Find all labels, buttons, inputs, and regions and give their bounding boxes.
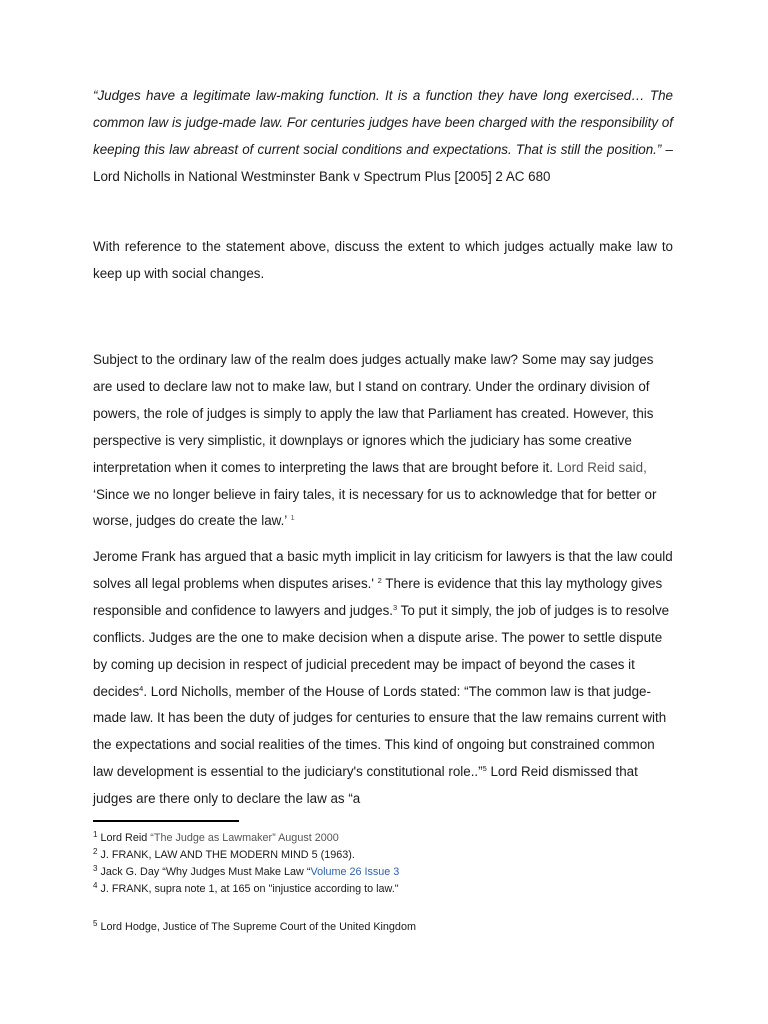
- footnote-2: [93, 848, 355, 862]
- paragraph-1: [93, 347, 673, 535]
- paragraph-2-sentence-2: There is evidence that this lay mythology gives responsible and confidence to lawyers and judges.: [93, 575, 663, 618]
- footnote-5-number: 5: [93, 919, 98, 928]
- footnote-1-title: “The Judge as Lawmaker” August 2000: [150, 832, 339, 844]
- footnote-ref-5[interactable]: 5: [482, 764, 487, 774]
- footnote-ref-3[interactable]: 3: [393, 602, 398, 612]
- footnote-ref-1[interactable]: 1: [290, 513, 295, 523]
- footnote-5: [93, 920, 416, 934]
- footnote-1: [93, 831, 339, 845]
- paragraph-2-sentence-5: Lord Reid dismissed that judges are there only to declare the law as “a: [93, 764, 638, 807]
- quote-text: “Judges have a legitimate law-making function. It is a function they have long exercised… The common law is judge-made law. For centuries judges have been charged with the responsibility of keeping this law abreast of current social conditions and expectations. That is still the position.”: [93, 88, 673, 157]
- paragraph-2: [93, 544, 673, 813]
- footnote-2-text: J. FRANK, LAW AND THE MODERN MIND 5 (1963).: [97, 849, 355, 861]
- paragraph-1-text: Subject to the ordinary law of the realm does judges actually make law? Some may say judges are used to declare law not to make law, but I stand on contrary. Under the ordinary division of powers, the role of judges is simply to apply the law that Parliament has created. However, this perspective is very simplistic, it downplays or ignores which the judiciary has some creative interpretation when it comes to interpreting the laws that are brought before it.: [93, 352, 654, 475]
- paragraph-2-sentence-4: . Lord Nicholls, member of the House of Lords stated: “The common law is that judge-made law. It has been the duty of judges for centuries to ensure that the law remains current with the expectations and social realities of the times. This kind of ongoing but constrained common law development is essential to the judiciary's constitutional role..”: [93, 683, 667, 780]
- paragraph-2-sentence-1: Jerome Frank has argued that a basic myth implicit in lay criticism for lawyers is that the law could solves all legal problems when disputes arises.': [93, 549, 673, 591]
- quote-attribution: – Lord Nicholls in National Westminster Bank v Spectrum Plus [2005] 2 AC 680: [93, 141, 673, 184]
- footnote-3-number: 3: [93, 864, 98, 873]
- footnote-1-number: 1: [93, 830, 98, 839]
- footnote-4: [93, 882, 399, 896]
- footnote-ref-2[interactable]: 2: [377, 575, 382, 585]
- footnote-3-text: Jack G. Day “Why Judges Must Make Law “: [97, 866, 311, 878]
- footnote-4-number: 4: [93, 881, 98, 890]
- opening-quote: [93, 83, 673, 191]
- footnote-1-text: Lord Reid: [97, 832, 151, 844]
- footnote-3-link[interactable]: Volume 26 Issue 3: [310, 866, 400, 878]
- lord-reid-quote: ‘Since we no longer believe in fairy tales, it is necessary for us to acknowledge that for better or worse, judges do create the law.’: [93, 486, 657, 529]
- lord-reid-citation: Lord Reid said,: [556, 459, 647, 475]
- essay-question: With reference to the statement above, discuss the extent to which judges actually make law to keep up with social changes.: [93, 239, 673, 281]
- footnote-2-number: 2: [93, 847, 98, 856]
- paragraph-2-sentence-3: To put it simply, the job of judges is to resolve conflicts. Judges are the one to make decision when a dispute arise. The power to settle dispute by coming up decision in respect of judicial precedent may be impact of beyond the cases it decides: [93, 602, 670, 699]
- footnote-5-text: Lord Hodge, Justice of The Supreme Court of the United Kingdom: [97, 921, 416, 933]
- footnote-ref-4[interactable]: 4: [139, 683, 144, 693]
- footnote-separator: [93, 820, 239, 822]
- footnote-4-text: J. FRANK, supra note 1, at 165 on "injustice according to law.": [97, 883, 399, 895]
- footnote-3: [93, 865, 399, 879]
